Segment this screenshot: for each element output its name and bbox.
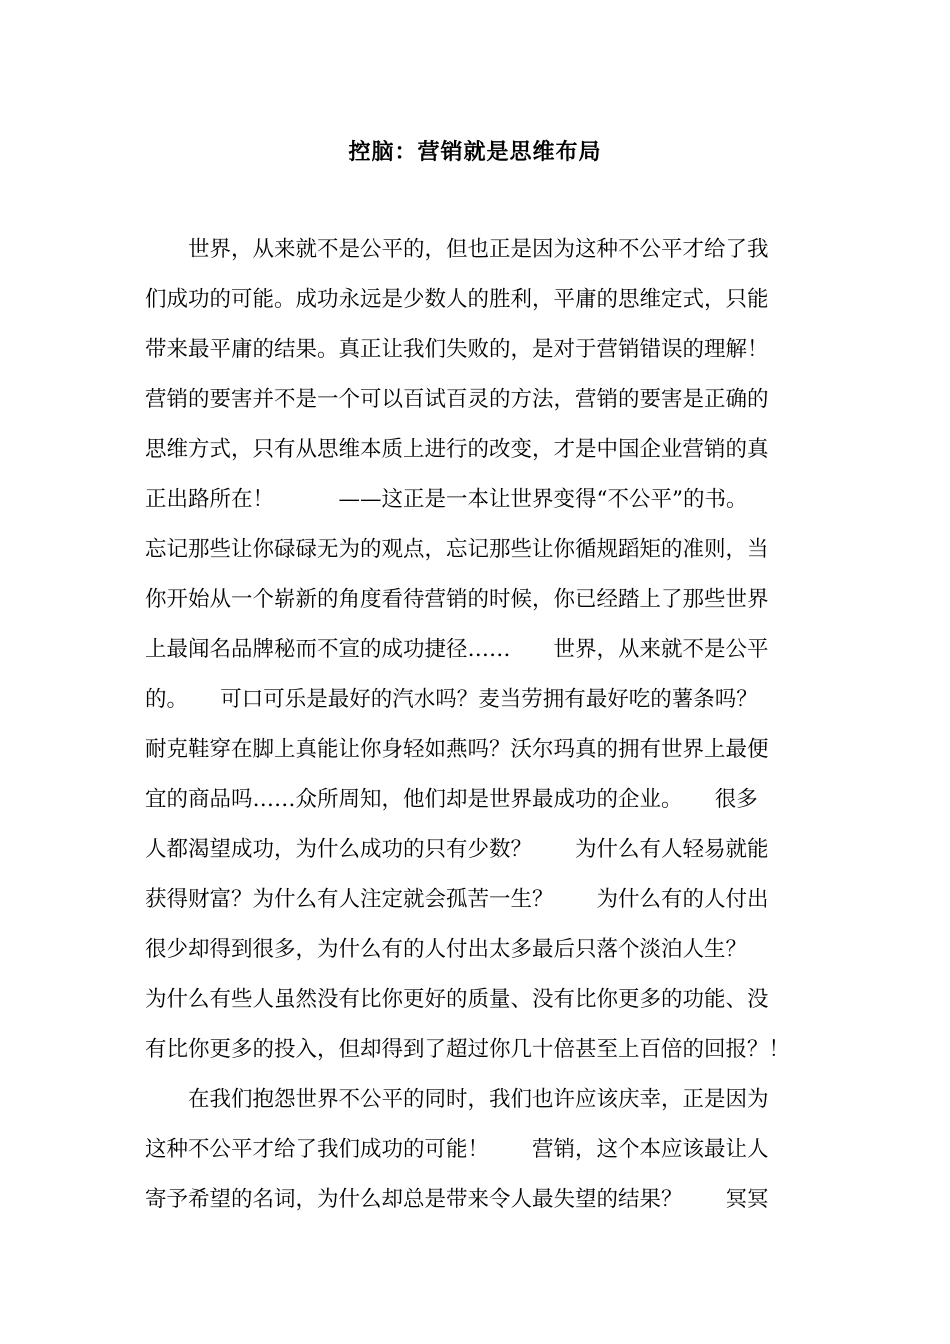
- body-line: 营销的要害并不是一个可以百试百灵的方法，营销的要害是正确的: [145, 387, 769, 412]
- document-title: 控脑：营销就是思维布局: [348, 139, 602, 165]
- body-line: 正出路所在！ ——这正是一本让世界变得“不公平”的书。: [145, 487, 748, 512]
- body-line: 世界，从来就不是公平的，但也正是因为这种不公平才给了我: [145, 237, 769, 262]
- body-line: 你开始从一个崭新的角度看待营销的时候，你已经踏上了那些世界: [145, 587, 769, 612]
- body-line: 带来最平庸的结果。真正让我们失败的，是对于营销错误的理解！: [145, 337, 769, 362]
- body-line: 人都渴望成功，为什么成功的只有少数？ 为什么有人轻易就能: [145, 837, 769, 862]
- body-line: 在我们抱怨世界不公平的同时，我们也许应该庆幸，正是因为: [145, 1087, 769, 1112]
- body-line: 耐克鞋穿在脚上真能让你身轻如燕吗？沃尔玛真的拥有世界上最便: [145, 737, 769, 762]
- body-line: 忘记那些让你碌碌无为的观点，忘记那些让你循规蹈矩的准则，当: [145, 537, 769, 562]
- body-line: 们成功的可能。成功永远是少数人的胜利，平庸的思维定式，只能: [145, 287, 769, 312]
- body-line: 有比你更多的投入，但却得到了超过你几十倍甚至上百倍的回报？！: [145, 1037, 791, 1062]
- body-line: 的。 可口可乐是最好的汽水吗？麦当劳拥有最好吃的薯条吗？: [145, 687, 758, 712]
- body-line: 宜的商品吗……众所周知，他们却是世界最成功的企业。 很多: [145, 787, 758, 812]
- body-line: 为什么有些人虽然没有比你更好的质量、没有比你更多的功能、没: [145, 987, 769, 1012]
- body-line: 寄予希望的名词，为什么却总是带来令人最失望的结果？ 冥冥: [145, 1187, 769, 1212]
- body-line: 这种不公平才给了我们成功的可能！ 营销，这个本应该最让人: [145, 1137, 769, 1162]
- body-line: 思维方式，只有从思维本质上进行的改变，才是中国企业营销的真: [145, 437, 769, 462]
- body-line: 上最闻名品牌秘而不宣的成功捷径…… 世界，从来就不是公平: [145, 637, 769, 662]
- body-line: 很少却得到很多，为什么有的人付出太多最后只落个淡泊人生？: [145, 937, 748, 962]
- body-line: 获得财富？为什么有人注定就会孤苦一生？ 为什么有的人付出: [145, 887, 769, 912]
